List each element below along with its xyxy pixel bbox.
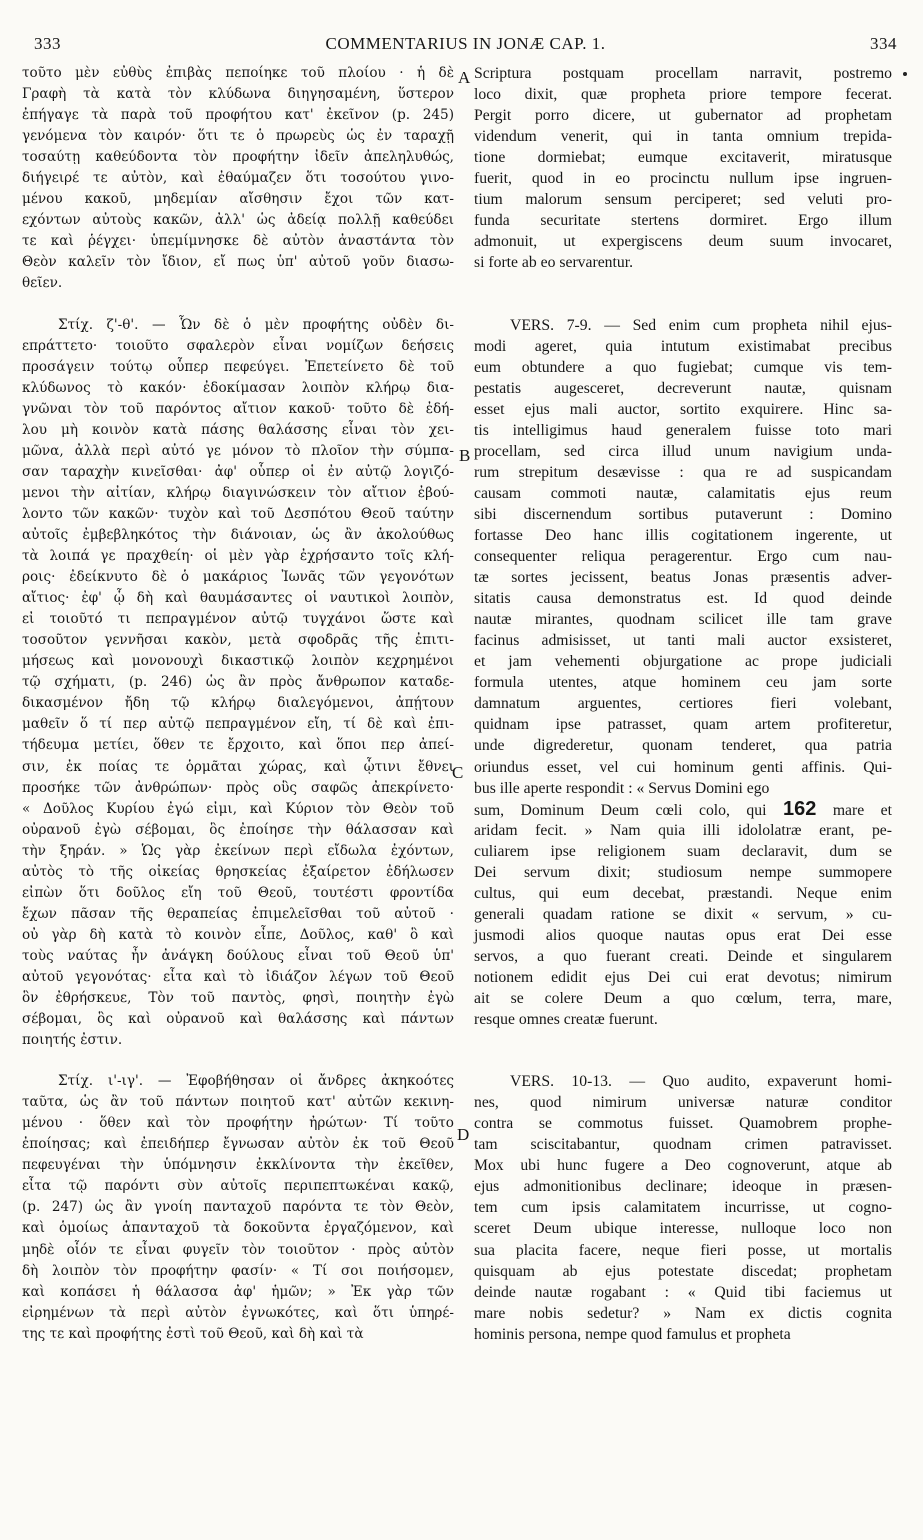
running-head <box>34 34 897 56</box>
text-line: nes, quod nimirum universæ naturæ conditor <box>474 1094 892 1112</box>
text-line: σέβομαι, ὃς καὶ οὐρανοῦ καὶ θαλάσσης καὶ πάντων <box>22 1011 454 1028</box>
latin-column <box>474 63 892 1345</box>
text-line: ἐποίησας; καὶ ἐπειδήπερ ἔγνωσαν αὐτὸν ἐκ τοῦ Θεοῦ <box>22 1136 454 1153</box>
text-line: jusmodi alios quoque nautas opus erat Dei esse <box>474 926 892 944</box>
text-line: aridam fecit. » Nam quia illi idololatræ erant, pe- <box>474 821 892 839</box>
text-line: tium malorum sensum perciperet; sed veluti pro- <box>474 191 892 209</box>
text-line: οὐρανοῦ ἐγὼ σέβομαι, ὃς ἐποίησε τὴν θάλασσαν καὶ <box>22 821 454 838</box>
text-line: notionem edidit ejus Dei cui erat devotus; nimirum <box>474 968 892 986</box>
text-line: εἰ τοιοῦτό τι πεπραγμένον αὐτῷ τυγχάνοι ὥστε καὶ <box>22 611 454 628</box>
text-line: pestatis augesceret, decreverunt nautæ, quisnam <box>474 379 892 397</box>
greek-paragraph-2 <box>22 315 454 1052</box>
text-line: της τε καὶ προφήτης ἐστὶ τοῦ Θεοῦ, καὶ δὴ καὶ τὰ <box>22 1325 364 1342</box>
text-line: tam sciscitabantur, quodnam crimen patravisset. <box>474 1136 892 1154</box>
margin-letter-a: A <box>458 68 471 87</box>
text-line: εἰρημένων τὰ περὶ αὐτὸν ἐγνωκότες, καὶ ὅτι ὑπηρέ- <box>22 1304 454 1321</box>
text-line: τῷ σχήματι, (p. 246) ὡς ἂν πρὸς ἄνθρωπον καταδε- <box>22 674 454 691</box>
text-line: αὐτὸς τὸ τῆς οἰκείας θρησκείας ἐξαίρετον ἐδήλωσεν <box>22 863 454 880</box>
text-line: cultus, qui eum decebat, præstandi. Neque enim <box>474 884 892 902</box>
text-line: sceret Deum ubique interesse, nulloque loco non <box>474 1220 892 1238</box>
text-line: Γραφὴ τὰ κατὰ τὸν κλύδωνα διηγησαμένη, ὕστερον <box>22 86 454 103</box>
text-line: γενόμενα τὸν καιρόν· ὅτι τε ὁ πρωρεὺς ὡς ἐν ταραχῇ <box>22 128 454 145</box>
text-line: tæ sortes jecissent, beatus Jonas præsentis adver- <box>474 569 892 587</box>
text-line: Στίχ. ζ'-θ'. — Ὧν δὲ ὁ μὲν προφήτης οὐδὲν δι- <box>58 316 454 333</box>
latin-paragraph-3 <box>474 1071 892 1345</box>
text-line: ait se colere Deum a quo cœlum, terra, mare, <box>474 990 892 1008</box>
latin-number-line-after: mare et <box>816 801 892 819</box>
greek-column <box>22 63 454 1345</box>
text-line: Θεὸν καλεῖν τὸν ἴδιον, εἴ πως ὑπ' αὐτοῦ γοῦν διασω- <box>22 254 454 271</box>
text-line: αἴτιος· ἐφ' ᾧ δὴ καὶ θαυμάσαντες οἱ ναυτικοὶ λοιπὸν, <box>22 590 454 607</box>
greek-paragraph-3 <box>22 1071 454 1345</box>
page-number-left: 333 <box>34 34 61 53</box>
text-line: sibi discernendum sortibus putaverunt : Domino <box>474 505 892 523</box>
text-line: quidnam ipse patrasset, quam artem profiteretur, <box>474 716 892 734</box>
text-line: contra se commotus fuisset. Quamobrem prophe- <box>474 1115 892 1133</box>
text-line: servos, a quo fuerant creati. Deinde et singularem <box>474 947 892 965</box>
text-line: sua placita facere, neque fieri posse, ut mortalis <box>474 1241 892 1259</box>
text-line: μενοι τὴν αἰτίαν, κλήρῳ διαγινώσκειν τὸν αἴτιον ἐβού- <box>22 484 454 501</box>
text-line: μένου κακοῦ, μηδεμίαν αἴσθησιν ἔχοι τῶν κατ- <box>22 191 454 208</box>
text-line: modi ageret, quia intutum existimabat precibus <box>474 337 892 355</box>
text-line: Pergit porro dicere, ut gubernator ad prophetam <box>474 107 892 125</box>
column-number-162: 162 <box>782 797 817 820</box>
margin-letter-b: B <box>459 446 471 465</box>
text-line: « Δοῦλος Κυρίου ἐγώ εἰμι, καὶ Κύριον τὸν Θεὸν τοῦ <box>22 800 454 817</box>
text-line: loco dixit, quæ propheta priore tempore fecerat. <box>474 86 892 104</box>
text-line: θεῖεν. <box>22 275 63 292</box>
text-line: ejus admonitionibus declinare; ideoque in præsen- <box>474 1178 892 1196</box>
text-line: μαθεῖν ὅ τί περ αὐτῷ πεπραγμένον εἴη, τί δὲ καὶ ἐπι- <box>22 716 454 733</box>
text-line: rum strepitum desævisse : qua re ad suspicandam <box>474 463 892 481</box>
text-line: Scriptura postquam procellam narravit, postremo <box>474 65 892 82</box>
text-line: VERS. 10-13. — Quo audito, expaverunt homi- <box>510 1073 892 1091</box>
text-line: Dei servum dixit; studiosum nempe summopere <box>474 863 892 881</box>
text-line: μηδὲ οἷόν τε εἶναι φυγεῖν τὸν τοιοῦτον · πρὸς αὐτὸν <box>22 1241 454 1258</box>
text-line: fortasse Deo hanc illis cogitationem ingerente, ut <box>474 526 892 544</box>
text-line: eum obtundere a quo fugiebat; cumque vis tem- <box>474 358 892 376</box>
text-line: σαν ταραχὴν κινεῖσθαι· ἀφ' οὗπερ οἱ ἐν αὐτῷ λογιζό- <box>22 463 454 480</box>
text-line: τοσαύτῃ καθεύδοντα τὸν προφήτην ἰδεῖν ἀπεληλυθώς, <box>22 149 454 166</box>
text-line: esset ejus mali auctor, sortito exquirere. Hinc sa- <box>474 400 892 418</box>
text-line: culiarem ipse religionem suam declaravit, dum se <box>474 842 892 860</box>
text-line: (p. 247) ὡς ἂν γνοίη πανταχοῦ παρόντα τε τὸν Θεὸν, <box>22 1199 454 1216</box>
text-line: Mox ubi hunc fugere a Deo cognoverunt, atque ab <box>474 1157 892 1175</box>
text-line: τήδευμα μετίει, ὅθεν τε ἔρχοιτο, καὶ ὅποι περ ἀπεί- <box>22 737 454 754</box>
text-line: procellam, sed circa illud unum navigium unda- <box>474 442 892 460</box>
running-title: COMMENTARIUS IN JONÆ CAP. 1. <box>325 34 606 53</box>
text-line: οὐ γὰρ δὴ κατὰ τὸ κοινὸν εἶπε, Δοῦλος, καθ' ὃ καὶ <box>22 926 454 943</box>
latin-paragraph-1 <box>474 63 892 273</box>
text-line: λου μὴ κοινὸν κατὰ πάσης θαλάσσης εἶναι τὸν χει- <box>22 421 454 438</box>
text-line: hominis persona, nempe quod famulus et propheta <box>474 1325 791 1343</box>
text-line: ποιητής ἐστιν. <box>22 1032 123 1049</box>
text-line: deinde nautæ rogabant : « Quid tibi faciemus ut <box>474 1283 892 1301</box>
text-line: ἐπήγαγε τὰ παρὰ τοῦ προφήτου κατ' ἐκεῖνον (p. 245) <box>22 107 454 124</box>
text-line: τοῦτο μὲν εὐθὺς ἐπιβὰς πεποίηκε τοῦ πλοίου · ἡ δὲ <box>22 65 454 81</box>
text-line: ἔχων πᾶσαν τῆς θεραπείας ἐπιμελεῖσθαι τοῦ αὐτοῦ · <box>22 905 454 922</box>
greek-paragraph-1 <box>22 63 454 295</box>
text-line: γνῶναι τὸν τοῦ παρόντος αἴτιον κακοῦ· τοῦτο δὲ ἐδή- <box>22 400 454 417</box>
text-line: fuerit, quod in eo procinctu nullum ipse ingruen- <box>474 170 892 188</box>
text-line: καὶ κοπάσει ἡ θάλασσα ἀφ' ἡμῶν; » Ἐκ γὰρ τῶν <box>22 1283 454 1300</box>
margin-letter-d: D <box>457 1125 470 1144</box>
text-line: κλύδωνος τὸ κακόν· ἐδοκίμασαν λοιπὸν κλήρῳ δια- <box>22 379 454 396</box>
text-line: ροις· ἐδείκνυτο δὲ ὁ μακάριος Ἰωνᾶς τῶν γεγονότων <box>22 569 454 586</box>
text-line: προσάγειν τούτῳ οὗπερ πεφεύγει. Ἐπετείνετο δὲ τοῦ <box>22 358 454 375</box>
text-line: consequenter reliqua peragerentur. Ergo cum nau- <box>474 548 892 566</box>
text-line: resque omnes creatæ fuerunt. <box>474 1011 658 1029</box>
text-line: ταῦτα, ὡς ἂν τοῦ πάντων ποιητοῦ κατ' αὐτῶν κεκινη- <box>22 1094 454 1111</box>
latin-paragraph-2b <box>474 820 892 1030</box>
text-line: τὰ λοιπά γε πραχθείη· οἱ μὲν γὰρ ἐχρήσαντο τοῖς κλή- <box>22 548 454 565</box>
text-line: αὐτοῖς ἐμβεβληκότος τὴν διάνοιαν, ὡς ἂν ἀκολούθως <box>22 526 454 543</box>
text-line: σιν, ἐκ ποίας τε ὁρμᾶται χώρας, καὶ ᾧτινι ἔθνει <box>22 758 454 775</box>
text-line: εχόντων αὐτοὺς κακῶν, ἀλλ' ὡς ἀδείᾳ πολλῇ καθεύδει <box>22 212 454 229</box>
text-line: τε καὶ ῥέγχει· ὑπεμίμνησκε δὲ αὐτὸν ἀναστάντα τὸν <box>22 233 454 250</box>
text-line: ὃν ἐθρήσκευε, Τὸν τοῦ παντὸς, φησὶ, ποιητὴν ἐγὼ <box>22 990 454 1007</box>
text-line: προσήκε τῶν ἀνθρώπων· πρὸς οὓς σαφῶς ἀπεκρίνετο· <box>22 779 454 796</box>
text-line: tem cum ipsis calamitatem incurrisse, ut cogno- <box>474 1199 892 1217</box>
text-line: facinus admisisset, ut tanti mali auctor exsisteret, <box>474 632 892 650</box>
text-line: πεφευγέναι τὴν ὑπόμνησιν ἐκκλίνοντα τὴν ἐκεῖθεν, <box>22 1157 454 1174</box>
text-line: λοντο τῶν κακῶν· τυχὸν καὶ τοῦ Δεσπότου Θεοῦ ταύτην <box>22 505 454 522</box>
text-line: εἰπὼν ὅτι δοῦλος εἴη τοῦ Θεοῦ, τουτέστι φροντίδα <box>22 884 454 901</box>
text-line: bus ille aperte respondit : « Servus Domini ego <box>474 779 770 797</box>
text-line: επράττετο· τοιοῦτο σφαλερὸν εἶναι νομίζων δεήσεις <box>22 337 454 354</box>
text-line: tis intelligimus haud generalem fuisse toto mari <box>474 421 892 439</box>
text-line: διήγειρέ τε αὐτὸν, καὶ ἐθαύμαζεν ὅτι τοσούτου γινο- <box>22 170 454 187</box>
text-line: videndum venerit, qui in tanta omnium trepida- <box>474 128 892 146</box>
text-line: καὶ ὁμοίως ἁπανταχοῦ τὰ δοκοῦντα ἐργαζόμενον, καὶ <box>22 1220 454 1237</box>
latin-number-line-before: sum, Dominum Deum cœli colo, qui <box>474 801 783 819</box>
text-line: VERS. 7-9. — Sed enim cum propheta nihil ejus- <box>510 316 892 334</box>
margin-letter-c: C <box>452 763 464 782</box>
text-line: oriundus esset, vel cui hominum genti affinis. Qui- <box>474 758 892 776</box>
text-line: quisquam ab ejus potestate discedat; prophetam <box>474 1262 892 1280</box>
text-line: εἶτα τῷ παρόντι σὺν αὐτοῖς περιπεπτωκέναι κακῷ, <box>22 1178 454 1195</box>
text-line: τοσοῦτον γεννῆσαι κακὸν, μετὰ σφοδρᾶς τῆς ἐπιτι- <box>22 632 454 649</box>
text-line: nautæ mirantes, quodnam scilicet ille tam grave <box>474 611 892 629</box>
text-line: funda securitate stertens dormiret. Ergo illum <box>474 212 892 230</box>
text-line: δικασμένον ἤδη τῷ κλήρῳ διαλεγόμενοι, ἀπῄτουν <box>22 695 454 712</box>
text-line: formula utentes, atque hominem ceu jam sorte <box>474 674 892 692</box>
text-line: δὴ λοιπὸν τὸν προφήτην φασίν· « Τί σοι ποιήσομεν, <box>22 1262 454 1279</box>
latin-paragraph-2 <box>474 315 892 799</box>
latin-number-line <box>474 799 892 820</box>
text-line: unde digrederetur, quonam tenderet, qua patria <box>474 737 892 755</box>
text-line: μένου · ὅθεν καὶ τὸν προφήτην ἠρώτων· Τί τοῦτο <box>22 1115 454 1132</box>
text-line: damnatum arguentes, certiores fieri volebant, <box>474 695 892 713</box>
text-line: Στίχ. ι'-ιγ'. — Ἐφοβήθησαν οἱ ἄνδρες ἀκηκοότες <box>58 1073 454 1090</box>
text-line: et jam vehementi objurgatione ac prope judiciali <box>474 653 892 671</box>
text-line: τοὺς ναύτας ἦν ἀνάγκη δούλους εἶναι τοῦ Θεοῦ ὑπ' <box>22 947 454 964</box>
text-line: causam commoti nautæ, calamitatis ejus reum <box>474 484 892 502</box>
text-line: μήσεως καὶ μονονουχὶ δικαστικῷ λοιπὸν κεχρημένοι <box>22 653 454 670</box>
text-line: τὴν ξηράν. » Ὡς γὰρ ἐκείνων περὶ εἴδωλα ἐχόντων, <box>22 842 454 859</box>
text-line: μῶνα, ἀλλὰ περὶ αὐτό γε μόνον τὸ πλοῖον τὴν σύμπα- <box>22 442 454 459</box>
page-number-right: 334 <box>870 34 897 53</box>
text-line: sitatis causa demonstratus est. Id quod deinde <box>474 590 892 608</box>
text-line: admonuit, ut expergiscens deum suum invocaret, <box>474 233 892 251</box>
text-line: αὐτοῦ γεγονότας· εἶτα καὶ τὸ ἰδιάζον λέγων τοῦ Θεοῦ <box>22 968 454 985</box>
text-line: mare nobis sedetur? » Nam ex dictis cognita <box>474 1304 892 1322</box>
text-line: generali quadam ratione se dixit « servum, » cu- <box>474 905 892 923</box>
text-line: si forte ab eo servarentur. <box>474 254 633 272</box>
text-line: tione dormiebat; eumque excitaverit, miratusque <box>474 149 892 167</box>
margin-dot <box>903 72 907 76</box>
